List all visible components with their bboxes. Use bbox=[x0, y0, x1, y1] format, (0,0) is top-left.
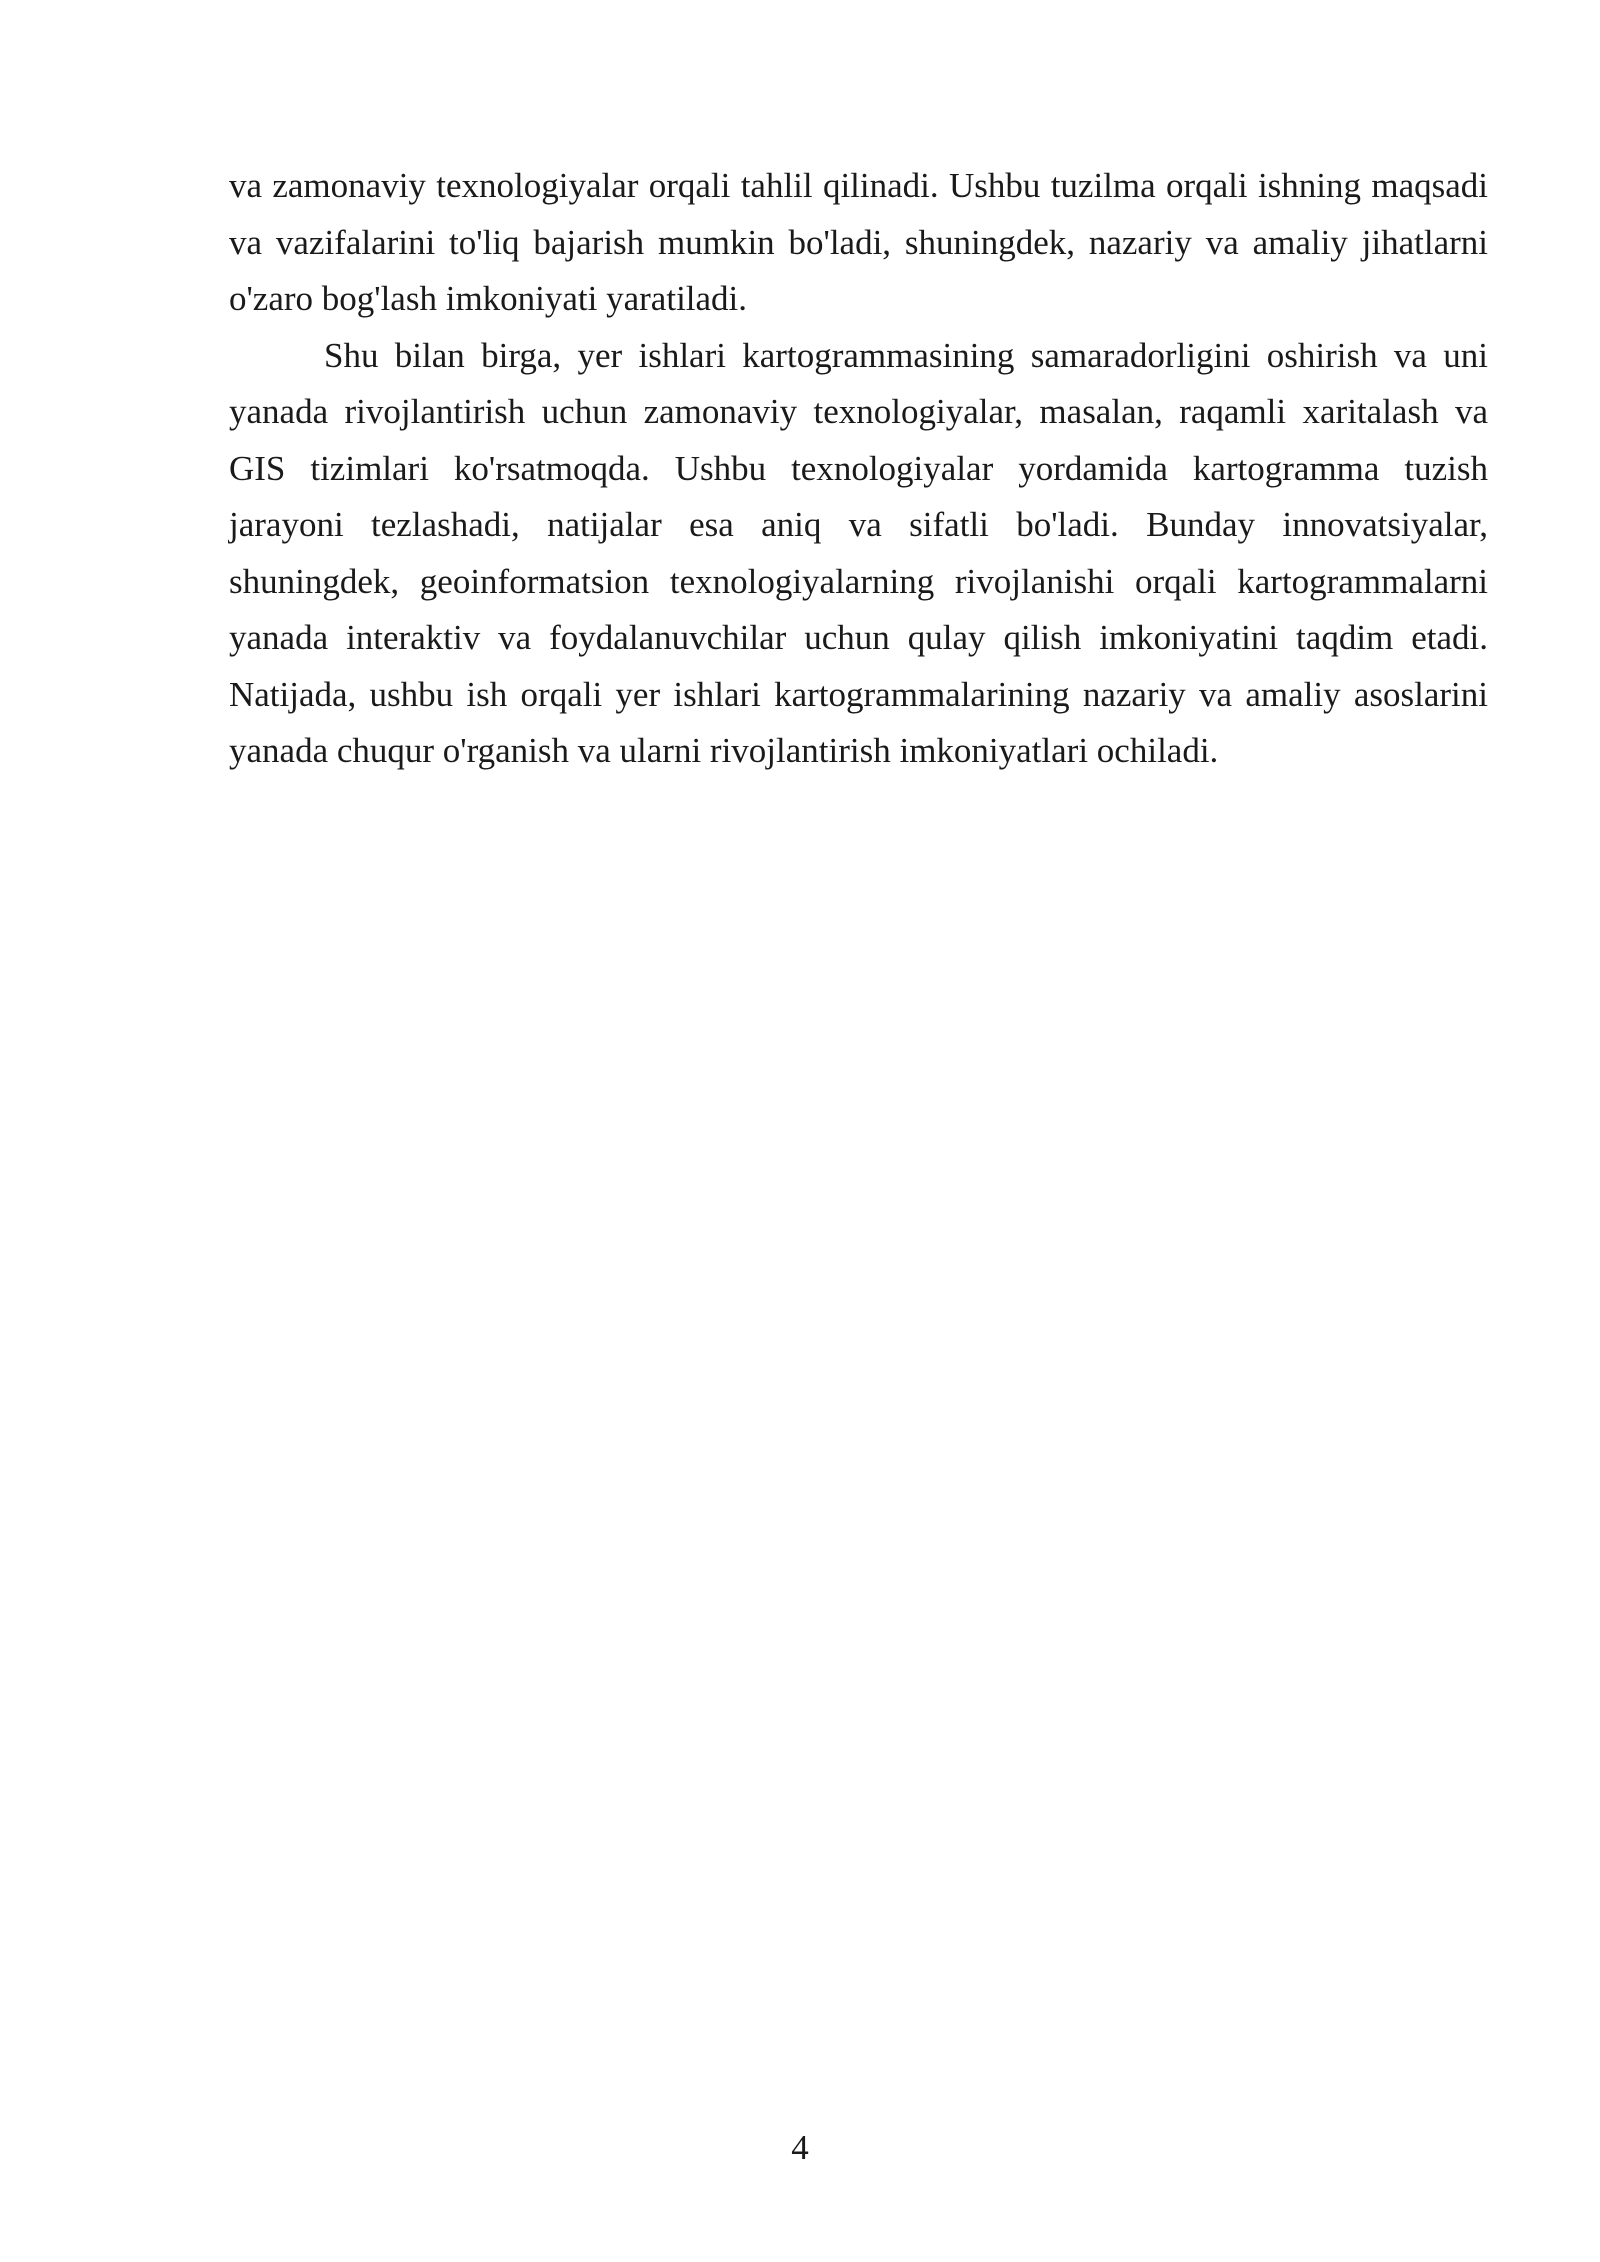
paragraph-main: Shu bilan birga, yer ishlari kartogrammasining samaradorligini oshirish va uni yanada rivojlantirish uchun zamonaviy texnologiyalar, masalan, raqamli xaritalash va GIS tizimlari ko'rsatmoqda. Ushbu texnologiyalar yordamida kartogramma tuzish jarayoni tezlashadi, natijalar esa aniq va sifatli bo'ladi. Bunday innovatsiyalar, shuningdek, geoinformatsion texnologiyalarning rivojlanishi orqali kartogrammalarni yanada interaktiv va foydalanuvchilar uchun qulay qilish imkoniyatini taqdim etadi. Natijada, ushbu ish orqali yer ishlari kartogrammalarining nazariy va amaliy asoslarini yanada chuqur o'rganish va ularni rivojlantirish imkoniyatlari ochiladi. bbox=[229, 335, 1488, 770]
page-number: 4 bbox=[791, 2128, 809, 2167]
body-text bbox=[229, 158, 1488, 780]
paragraph-continuation: va zamonaviy texnologiyalar orqali tahlil qilinadi. Ushbu tuzilma orqali ishning maqsadi va vazifalarini to'liq bajarish mumkin bo'ladi, shuningdek, nazariy va amaliy jihatlarni o'zaro bog'lash imkoniyati yaratiladi. bbox=[229, 166, 1488, 318]
